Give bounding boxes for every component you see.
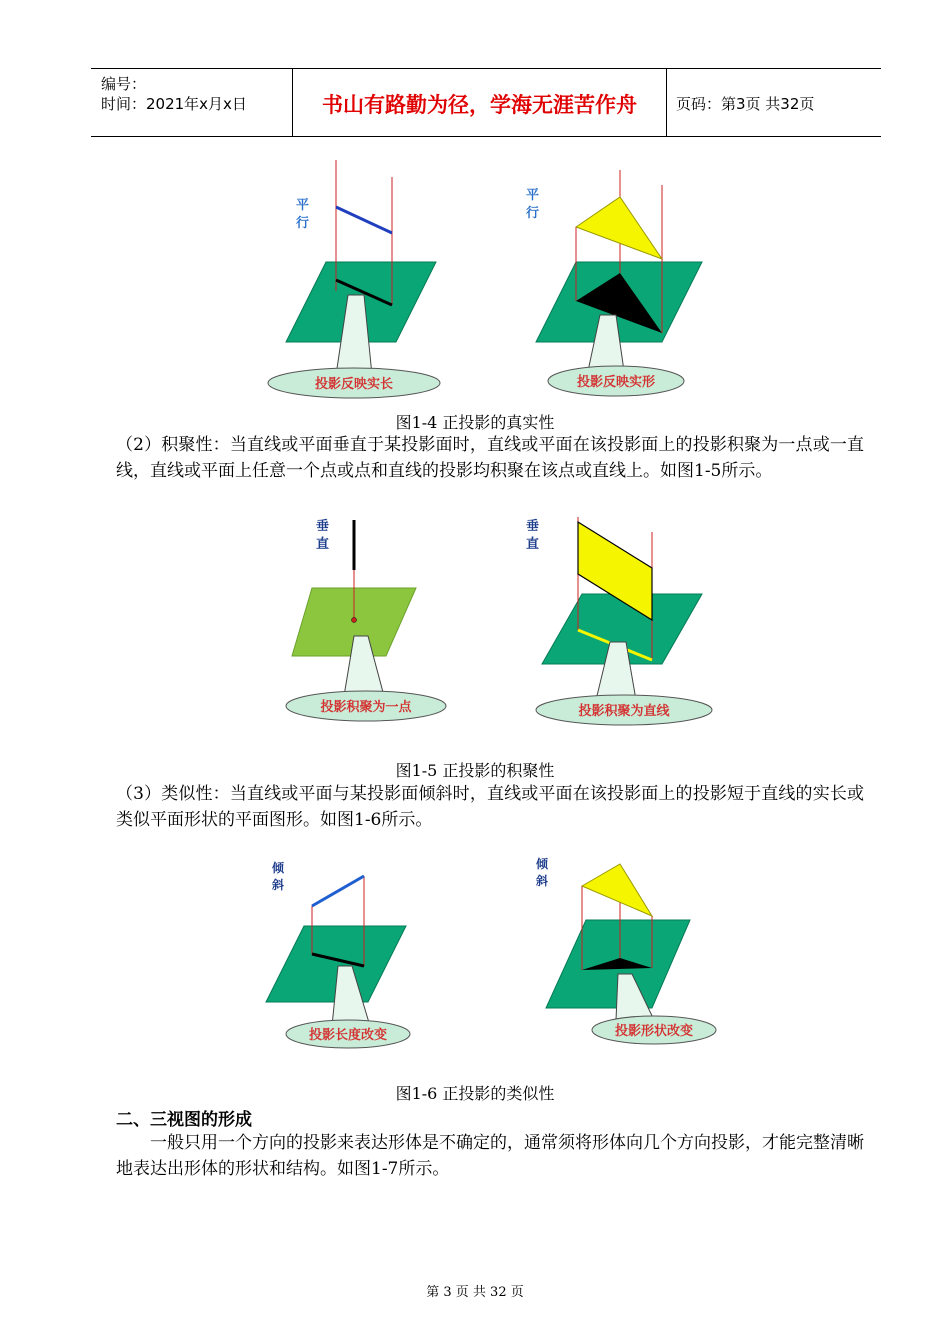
- header-meta-cell: [91, 69, 292, 136]
- fig-1-4-right: [526, 170, 702, 396]
- vertical-label-char: 斜: [272, 878, 285, 892]
- vertical-label-char: 垂: [526, 519, 540, 534]
- figure-1-4: [260, 155, 730, 405]
- figure-caption: 图1-5 正投影的积聚性: [395, 761, 555, 780]
- callout-text: 投影形状改变: [614, 1024, 694, 1039]
- callout-text: 投影积聚为一点: [320, 700, 412, 715]
- time-label: 时间：2021年x月x日: [101, 95, 247, 113]
- inclined-triangle: [582, 864, 652, 916]
- header-page-cell: [666, 69, 881, 136]
- paragraph-three-views: 一般只用一个方向的投影来表达形体是不确定的，通常须将形体向几个方向投影，才能完整清晰地表达出形体的形状和结构。如图1-7所示。: [116, 1133, 864, 1179]
- header-motto-cell: [292, 69, 667, 136]
- page-header: [91, 68, 881, 137]
- fig-1-5-right: [526, 517, 712, 725]
- vertical-label-char: 平: [296, 198, 310, 213]
- fig-1-6-right: [535, 856, 716, 1044]
- callout-text: 投影长度改变: [308, 1028, 388, 1043]
- callout-text: 投影反映实长: [314, 377, 394, 392]
- vertical-label-char: 行: [526, 206, 540, 221]
- parallel-triangle: [576, 197, 662, 259]
- parallel-line: [336, 207, 392, 233]
- motto: 书山有路勤为径，学海无涯苦作舟: [322, 93, 637, 117]
- fig-1-6-left: [266, 860, 410, 1048]
- figure-caption: 图1-4 正投影的真实性: [395, 413, 555, 432]
- figure-1-5: [260, 512, 730, 752]
- callout-text: 投影积聚为直线: [578, 704, 670, 719]
- section-heading: 二、三视图的形成: [116, 1110, 252, 1130]
- callout-text: 投影反映实形: [576, 375, 656, 390]
- point-projection: [352, 618, 357, 623]
- vertical-label-char: 倾: [272, 861, 285, 875]
- paragraph-similarity: （3）类似性：当直线或平面与某投影面倾斜时，直线或平面在该投影面上的投影短于直线的实长或类似平面形状的平面图形。如图1-6所示。: [116, 784, 864, 830]
- paragraph-agglomeration: （2）积聚性：当直线或平面垂直于某投影面时，直线或平面在该投影面上的投影积聚为一点或一直线，直线或平面上任意一个点或点和直线的投影均积聚在该点或直线上。如图1-5所示。: [116, 435, 864, 481]
- page-footer: 第 3 页 共 32 页: [426, 1285, 524, 1300]
- inclined-line: [312, 876, 364, 906]
- fig-1-4-left: [268, 160, 440, 398]
- figure-1-6: [260, 848, 730, 1056]
- fig-1-5-left: [286, 518, 446, 721]
- page-info: 页码：第3页 共32页: [676, 95, 815, 113]
- vertical-label-char: 平: [526, 188, 540, 203]
- number-label: 编号：: [101, 75, 147, 93]
- vertical-label-char: 直: [526, 537, 540, 552]
- vertical-label-char: 行: [296, 216, 310, 231]
- vertical-label-char: 倾: [536, 857, 549, 871]
- vertical-label-char: 直: [316, 537, 330, 552]
- figure-caption: 图1-6 正投影的类似性: [395, 1084, 555, 1103]
- vertical-label-char: 垂: [316, 519, 330, 534]
- vertical-label-char: 斜: [536, 874, 549, 888]
